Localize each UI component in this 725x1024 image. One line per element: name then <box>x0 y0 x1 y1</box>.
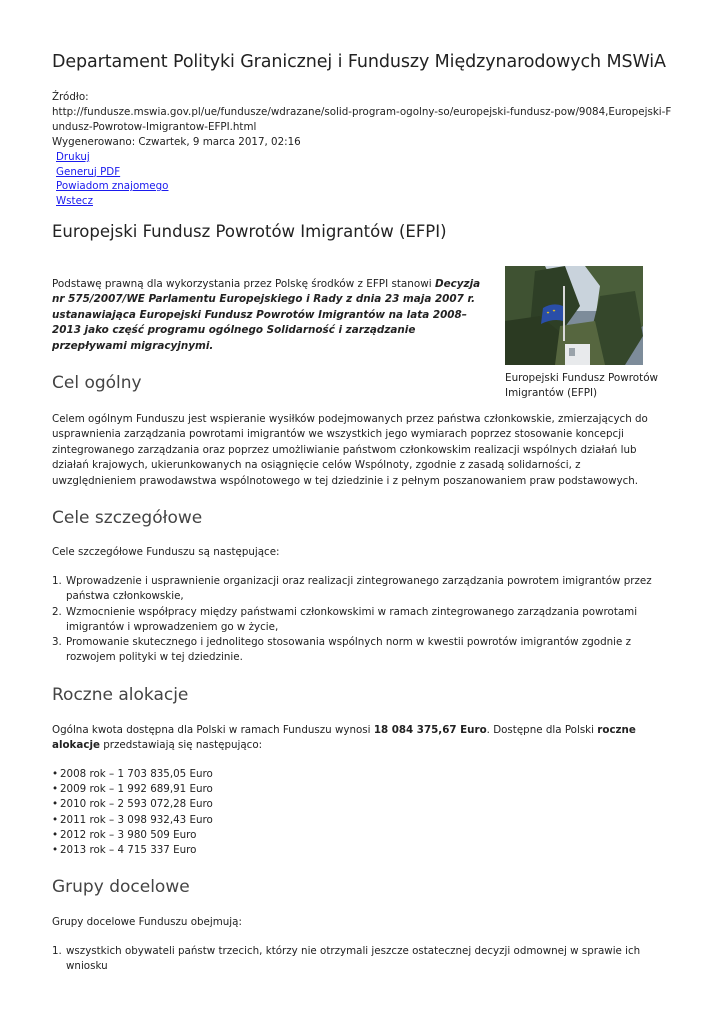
annual-allocations-label: roczne alokacje <box>52 724 636 752</box>
intro-decision: Decyzja nr 575/2007/WE Parlamentu Europejskiego i Rady z dnia 23 maja 2007 r. ustanawiająca Europejski Fundusz Powrotów Imigrantów na lata 2008–2013 jako część programu ogólnego Solidarność i zarządzanie przepływami migracyjnymi. <box>52 278 481 352</box>
source-label: Źródło: <box>52 91 89 103</box>
section-heading-groups: Grupy docelowe <box>52 877 190 897</box>
list-item <box>52 574 680 605</box>
site-title: Departament Polityki Granicznej i Funduszy Międzynarodowych MSWiA <box>52 52 666 72</box>
intro-paragraph <box>52 277 482 354</box>
target-groups-list <box>52 944 680 975</box>
intro-text: Podstawę prawną dla wykorzystania przez Polskę środków z EFPI stanowi <box>52 278 435 290</box>
list-item <box>52 605 680 636</box>
action-links <box>56 150 168 208</box>
list-number: 1. <box>52 945 62 957</box>
allocations-text-part: Ogólna kwota dostępna dla Polski w ramach Funduszu wynosi <box>52 724 374 736</box>
list-item: • 2010 rok – 2 593 072,28 Euro <box>52 797 213 812</box>
list-text: Wprowadzenie i usprawnienie organizacji oraz realizacji zintegrowanego zarządzania powrotem imigrantów przez państwa członkowskie, <box>66 575 652 603</box>
list-text: wszystkich obywateli państw trzecich, którzy nie otrzymali jeszcze ostatecznej decyzji odmownej w sprawie ich wniosku <box>66 945 641 973</box>
generated-date: Wygenerowano: Czwartek, 9 marca 2017, 02:16 <box>52 136 301 148</box>
specific-goals-list <box>52 574 680 666</box>
allocations-text-part: przedstawiają się następująco: <box>99 739 263 752</box>
list-item <box>52 944 680 975</box>
tree-flag-image <box>505 266 643 365</box>
list-item: • 2012 rok – 3 980 509 Euro <box>52 828 213 843</box>
photo-caption: Europejski Fundusz Powrotów Imigrantów (EFPI) <box>505 372 659 399</box>
target-groups-intro: Grupy docelowe Funduszu obejmują: <box>52 916 242 928</box>
section-heading-general: Cel ogólny <box>52 373 142 393</box>
list-number: 3. <box>52 636 62 649</box>
specific-goals-intro: Cele szczegółowe Funduszu są następujące: <box>52 546 280 558</box>
fund-photo <box>505 266 643 365</box>
list-text: Wzmocnienie współpracy między państwami członkowskimi w ramach zintegrowanego zarządzania powrotami imigrantów i wprowadzeniem go w życie, <box>66 605 638 633</box>
list-number: 2. <box>52 605 62 618</box>
document-meta <box>52 90 677 150</box>
generate-pdf-link[interactable]: Generuj PDF <box>56 165 121 178</box>
notify-friend-link[interactable]: Powiadom znajomego <box>56 180 169 193</box>
print-link[interactable]: Drukuj <box>56 151 90 163</box>
allocations-list <box>52 767 213 858</box>
total-amount: 18 084 375,67 Euro <box>373 724 487 736</box>
source-url: http://fundusze.mswia.gov.pl/ue/fundusze/wdrazane/solid-program-ogolny-so/europejski-fundusz-pow/9084,Europejski-Fundusz-Powrotow-Imigrantow-EFPI.html <box>52 106 672 133</box>
article-title: Europejski Fundusz Powrotów Imigrantów (EFPI) <box>52 222 447 241</box>
list-number: 1. <box>52 575 62 587</box>
list-item <box>52 635 680 666</box>
allocations-text <box>52 723 672 754</box>
general-goal-text: Celem ogólnym Funduszu jest wspieranie wysiłków podejmowanych przez państwa członkowskie, zmierzających do usprawnienia zarządzania powrotami imigrantów we wszystkich jego wymiarach poprzez stosowanie koncepcji zintegrowanego zarządzania oraz poprzez umożliwianie państwom członkowskim realizacji wspólnych działań lub działań krajowych, ukierunkowanych na osiągnięcie celów Wspólnoty, zgodnie z zasadą solidarności, z uwzględnieniem prawodawstwa wspólnotowego w tej dziedzinie i z pełnym poszanowaniem praw podstawowych. <box>52 413 648 487</box>
back-link[interactable]: Wstecz <box>56 194 93 207</box>
list-item: • 2008 rok – 1 703 835,05 Euro <box>52 767 213 782</box>
list-text: Promowanie skutecznego i jednolitego stosowania wspólnych norm w kwestii powrotów imigrantów zgodnie z rozwojem polityki w tej dziedzinie. <box>66 636 632 664</box>
list-item: • 2013 rok – 4 715 337 Euro <box>52 843 213 858</box>
section-heading-specific: Cele szczegółowe <box>52 508 203 528</box>
list-item: • 2011 rok – 3 098 932,43 Euro <box>52 813 213 828</box>
list-item: • 2009 rok – 1 992 689,91 Euro <box>52 782 213 797</box>
section-heading-allocations: Roczne alokacje <box>52 685 189 705</box>
allocations-text-part: . Dostępne dla Polski <box>486 724 598 736</box>
